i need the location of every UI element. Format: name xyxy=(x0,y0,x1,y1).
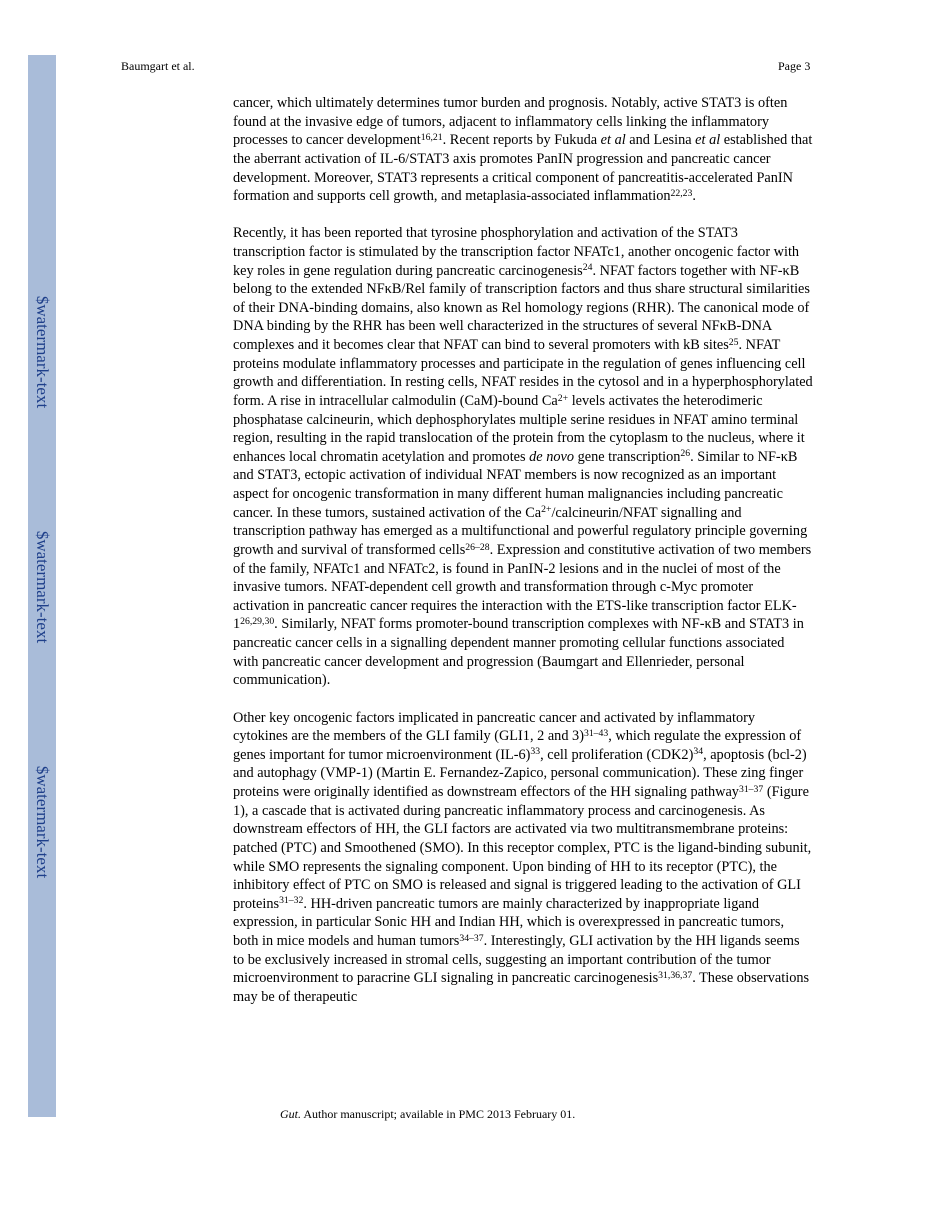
citation: 22,23 xyxy=(670,187,693,199)
paragraph-3: Other key oncogenic factors implicated in pancreatic cancer and activated by inflammatory cytokines are the members of the GLI family (GLI1, 2 and 3)$^{31-43}$, which regulate the expression of genes important for tumor microenvironment $(IL-6)^{33}$, cell proliferation $(CDK2)^{34}$, apoptosis (bcl-2) and autophagy (VMP-1) (Martin E. Fernandez-Zapico, personal communication). These zing finger proteins were originally identified as downstream effectors of the HH signaling pathway$^{31-37}$ (Figure 1), a cascade that is activated during pancreatic inflammatory process and carcinogenesis. As downstream effectors of HH, the GLI factors are activated via two multitransmembrane proteins: patched (PTC) and Smoothened (SMO). In this receptor complex, PTC is the ligand-binding subunit, while SMO represents the signaling component. Upon binding of HH to its receptor (PTC), the inhibitory effect of PTC on SMO is released and signal is triggered leading to the activation of GLI proteins$^{31-32}$. HH-driven pancreatic tumors are mainly characterized by inappropriate ligand expression, in particular Sonic HH and Indian HH, which is overexpressed in pancreatic tumors, both in mice models and human tumors$^{34-37}$. Interestingly, GLI activation by the HH ligands seems to be exclusively increased in stromal cells, suggesting an important contribution of the tumor microenvironment to paracrine GLI signaling in pancreatic carcinogenesis$^{31,36,37}$. These observations may be of therapeutic xyxy=(233,709,812,1005)
citation: 26 xyxy=(680,448,691,460)
citation: 16,21 xyxy=(420,131,443,143)
paragraph-2: Recently, it has been reported that tyrosine phosphorylation and activation of the STAT3 transcription factor is stimulated by the transcription factor NFATc1, another oncogenic factor with key roles in gene regulation during pancreatic carcinogenesis$^{24}$. NFAT factors together with NF-κB belong to the extended NFκB/Rel family of transcription factors and thus share structural similarities of their DNA-binding domains, also known as Rel homology regions (RHR). The canonical mode of DNA binding by the RHR has been well characterized in the structures of several NFκB-DNA complexes and it becomes clear that NFAT can bind to several promoters with kB sites$^{25}$. NFAT proteins modulate inflammatory processes and participate in the regulation of genes influencing cell growth and differentiation. In resting cells, NFAT resides in the cytosol and in a hyperphosphorylated form. A rise in intracellular calmodulin (CaM)-bound $Ca^{2+}$ levels activates the heterodimeric phosphatase calcineurin, which dephosphorylates multiple serine residues in NFAT amino terminal region, resulting in the rapid translocation of the protein from the cytoplasm to the nucleus, where it enhances local chromatin acetylation and promotes de novo gene transcription$^{26}$. Similar to NF-κB and STAT3, ectopic activation of individual NFAT members is now recognized as an important aspect for oncogenic transformation in many different human malignancies including pancreatic cancer. In these tumors, sustained activation of the $Ca^{2+}/calcineurin$/NFAT signalling and transcription pathway has emerged as a multifunctional and powerful regulatory principle governing growth and survival of transformed cells$^{26-28}$. Expression and constitutive activation of two members of the family, NFATc1 and NFATc2, is found in PanIN-2 lesions and in the nuclei of most of the invasive tumors. NFAT-dependent cell growth and transformation through c-Myc promoter activation in pancreatic cancer requires the interaction with the ETS-like transcription factor ELK-1$^{26,29,30}$. Similarly, NFAT forms promoter-bound transcription complexes with NF-κB and STAT3 in pancreatic cancer cells in a signalling dependent manner promoting cellular functions associated with pancreatic cancer development and progression (Baumgart and Ellenrieder, personal communication). xyxy=(233,225,813,689)
journal-name: Gut. xyxy=(280,1107,301,1121)
citation: 31–43 xyxy=(583,727,609,739)
citation: 31–37 xyxy=(738,783,764,795)
paragraph-1: cancer, which ultimately determines tumor burden and prognosis. Notably, active STAT3 is often found at the invasive edge of tumors, adjacent to inflammatory cells linking the inflammatory processes to cancer development$^{16,21}$. Recent reports by Fukuda et al and Lesina et al established that the aberrant activation of IL-6/STAT3 axis promotes PanIN progression and pancreatic cancer development. Moreover, STAT3 represents a critical component of pancreatitis-accelerated PanIN formation and supports cell growth, and metaplasia-associated inflammation$^{22,23}$. xyxy=(233,95,813,205)
citation: 24 xyxy=(582,262,593,274)
citation: 25 xyxy=(728,336,739,348)
citation: 26–28 xyxy=(465,541,490,553)
article-body xyxy=(233,94,813,1025)
citation: 31–32 xyxy=(279,895,304,907)
citation: 26,29,30 xyxy=(240,616,275,628)
watermark-sidebar: $watermark-text $watermark-text $watermark-text xyxy=(28,55,56,1117)
citation: 31,36,37 xyxy=(658,969,693,981)
page-number: Page 3 xyxy=(778,59,811,73)
citation: 34 xyxy=(693,746,704,758)
citation: 34–37 xyxy=(459,932,484,944)
citation: 33 xyxy=(530,746,541,758)
running-header-author: Baumgart et al. xyxy=(121,59,195,73)
page-footer: Gut. Author manuscript; available in PMC 2013 February 01. xyxy=(280,1107,576,1121)
